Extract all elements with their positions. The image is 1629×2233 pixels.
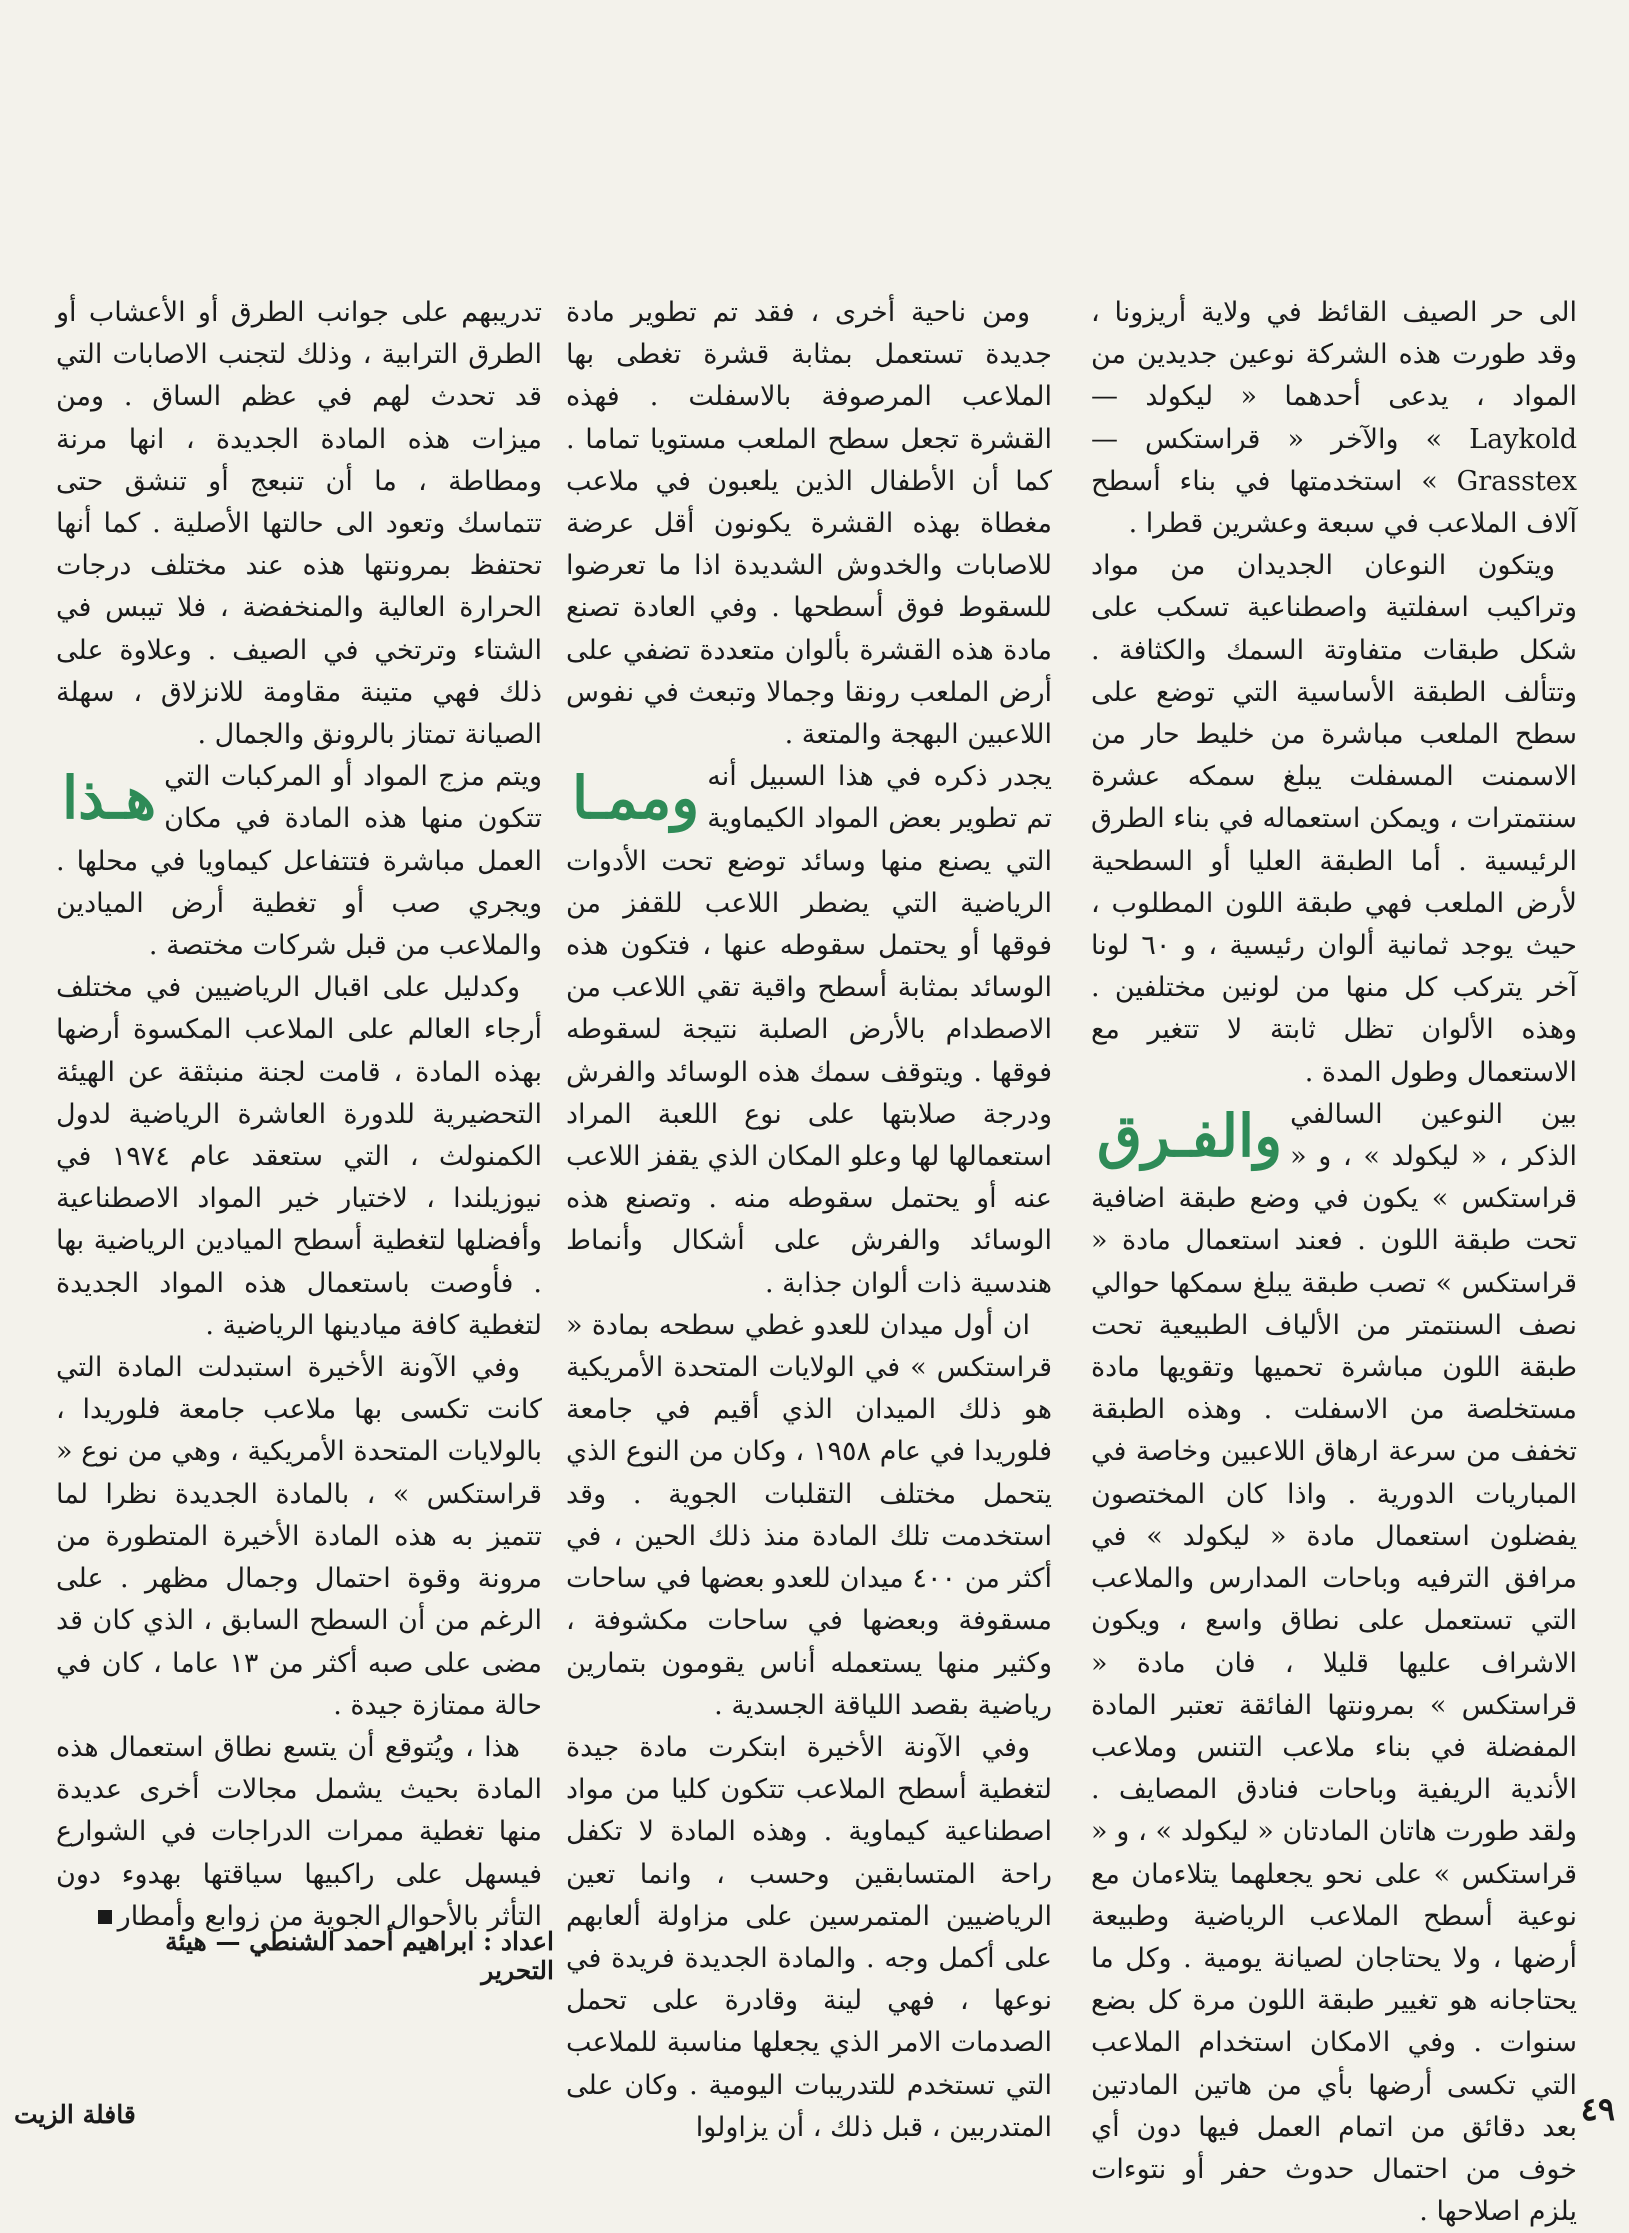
article-column-left [56,292,542,1938]
paragraph: ويتكون النوعان الجديدان من مواد وتراكيب اسفلتية واصطناعية تسكب على شكل طبقات متفاوتة السمك والكثافة . وتتألف الطبقة الأساسية التي توضع على سطح الملعب مباشرة من خليط حار من الاسمنت المسفلت يبلغ سمكه عشرة سنتمترات ، ويمكن استعماله في بناء الطرق الرئيسية . أما الطبقة العليا أو السطحية لأرض الملعب فهي طبقة اللون المطلوب ، حيث يوجد ثمانية ألوان رئيسية ، و ٦٠ لونا آخر يتركب كل منها من لونين مختلفين . وهذه الألوان تظل ثابتة لا تتغير مع الاستعمال وطول المدة . [1091,550,1577,1088]
paragraph: ومن ناحية أخرى ، فقد تم تطوير مادة جديدة تستعمل بمثابة قشرة تغطى بها الملاعب المرصوفة بالاسفلت . فهذه القشرة تجعل سطح الملعب مستويا تماما . كما أن الأطفال الذين يلعبون في ملاعب مغطاة بهذه القشرة يكونون أقل عرضة للاصابات والخدوش الشديدة اذا ما تعرضوا للسقوط فوق أسطحها . وفي العادة تصنع مادة هذه القشرة بألوان متعددة تضفي على أرض الملعب رونقا وجمالا وتبعث في نفوس اللاعبين البهجة والمتعة . [566,297,1052,751]
paragraph: ان أول ميدان للعدو غطي سطحه بمادة « قراستكس » في الولايات المتحدة الأمريكية هو ذلك الميدان الذي أقيم في جامعة فلوريدا في عام ١٩٥٨ ، وكان من النوع الذي يتحمل مختلف التقلبات الجوية . وقد استخدمت تلك المادة منذ ذلك الحين ، في أكثر من ٤٠٠ ميدان للعدو بعضها في ساحات مسقوفة وبعضها في ساحات مكشوفة ، وكثير منها يستعمله أناس يقومون بتمارين رياضية بقصد اللياقة الجسدية . [566,1309,1053,1721]
paragraph: وكدليل على اقبال الرياضيين في مختلف أرجاء العالم على الملاعب المكسوة أرضها بهذه المادة ، قامت لجنة منبثقة عن الهيئة التحضيرية للدورة العاشرة الرياضية لدول الكمنولث ، التي ستعقد عام ١٩٧٤ في نيوزيلندا ، لاختيار خير المواد الاصطناعية وأفضلها لتغطية أسطح الميادين الرياضية بها . فأوصت باستعمال هذه المواد الجديدة لتغطية كافة ميادينها الرياضية . [56,972,542,1341]
paragraph: وفي الآونة الأخيرة ابتكرت مادة جيدة لتغطية أسطح الملاعب تتكون كليا من مواد اصطناعية كيماوية . وهذه المادة لا تكفل راحة المتسابقين وحسب ، وانما تعين الرياضيين المتمرسين على مزاولة ألعابهم على أكمل وجه . والمادة الجديدة فريدة في نوعها ، فهي لينة وقادرة على تحمل الصدمات الامر الذي يجعلها مناسبة للملاعب التي تستخدم للتدريبات اليومية . وكان على المتدربين ، قبل ذلك ، أن يزاولوا [566,1731,1052,2143]
author-credit: اعداد : ابراهيم أحمد الشنطي — هيئة التحرير [165,1927,554,1985]
paragraph-text: ويتم مزج المواد أو المركبات التي تتكون منها هذه المادة في مكان العمل مباشرة فتتفاعل كيماويا في محلها . ويجري صب أو تغطية أرض الميادين والملاعب من قبل شركات مختصة . [56,761,542,962]
article-column-middle [566,292,1052,2149]
section-heading: والفـرق [1097,1101,1283,1170]
paragraph-text: هذا ، ويُتوقع أن يتسع نطاق استعمال هذه المادة بحيث يشمل مجالات أخرى عديدة منها تغطية ممرات الدراجات في الشوارع فيسهل على راكبيها سياقتها بهدوء دون التأثر بالأحوال الجوية من زوابع وأمطار [56,1731,542,1932]
article-column-right [1091,292,1577,2233]
paragraph [56,1727,542,1938]
magazine-name: قافلة الزيت [14,2100,136,2129]
page-number: ٤٩ [1580,2090,1615,2128]
paragraph [1091,1094,1577,2233]
paragraph: تدريبهم على جوانب الطرق أو الأعشاب أو الطرق الترابية ، وذلك لتجنب الاصابات التي قد تحدث لهم في عظم الساق . ومن ميزات هذه المادة الجديدة ، انها مرنة ومطاطة ، ما أن تنبعج أو تنشق حتى تتماسك وتعود الى حالتها الأصلية . كما أنها تحتفظ بمرونتها هذه عند مختلف درجات الحرارة العالية والمنخفضة ، فلا تيبس في الشتاء وترتخي في الصيف . وعلاوة على ذلك فهي متينة مقاومة للانزلاق ، سهلة الصيانة تمتاز بالرونق والجمال . [56,297,542,751]
paragraph [566,756,1052,1305]
paragraph [56,756,542,967]
section-heading: هـذا [62,764,157,833]
paragraph: وفي الآونة الأخيرة استبدلت المادة التي كانت تكسى بها ملاعب جامعة فلوريدا ، بالولايات المتحدة الأمريكية ، وهي من نوع « قراستكس » ، بالمادة الجديدة نظرا لما تتميز به هذه المادة الأخيرة المتطورة من مرونة وقوة احتمال وجمال مظهر . على الرغم من أن السطح السابق ، الذي كان قد مضى على صبه أكثر من ١٣ عاما ، كان في حالة ممتازة جيدة . [56,1352,543,1721]
end-mark-icon [98,1910,112,1924]
paragraph-text: يجدر ذكره في هذا السبيل أنه تم تطوير بعض المواد الكيماوية التي يصنع منها وسائد توضع تحت الأدوات الرياضية التي يضطر اللاعب للقفز من فوقها أو يحتمل سقوطه عنها ، فتكون هذه الوسائد بمثابة أسطح واقية تقي اللاعب من الاصطدام بالأرض الصلبة نتيجة لسقوطه فوقها . ويتوقف سمك هذه الوسائد والفرش ودرجة صلابتها على نوع اللعبة المراد استعمالها لها وعلو المكان الذي يقفز اللاعب عنه أو يحتمل سقوطه منه . وتصنع هذه الوسائد والفرش على أشكال وأنماط هندسية ذات ألوان جذابة . [566,761,1052,1299]
paragraph-text: بين النوعين السالفي الذكر ، « ليكولد » ، و « قراستكس » يكون في وضع طبقة اضافية تحت طبقة اللون . فعند استعمال مادة « قراستكس » تصب طبقة يبلغ سمكها حوالي نصف السنتمتر من الألياف الطبيعية تحت طبقة اللون مباشرة تحميها وتقويها مادة مستخلصة من الاسفلت . وهذه الطبقة تخفف من سرعة ارهاق اللاعبين وخاصة في المباريات الدورية . واذا كان المختصون يفضلون استعمال مادة « ليكولد » في مرافق الترفيه وباحات المدارس والملاعب التي تستعمل على نطاق واسع ، ويكون الاشراف عليها قليلا ، فان مادة « قراستكس » بمرونتها الفائقة تعتبر المادة المفضلة في بناء ملاعب التنس وملاعب الأندية الريفية وباحات فنادق المصايف . ولقد طورت هاتان المادتان « ليكولد » ، و « قراستكس » على نحو يجعلهما يتلاءمان مع نوعية أسطح الملاعب الرياضية وطبيعة أرضها ، ولا يحتاجان لصيانة يومية . وكل ما يحتاجانه هو تغيير طبقة اللون مرة كل بضع سنوات . وفي الامكان استخدام الملاعب التي تكسى أرضها بأي من هاتين المادتين بعد دقائق من اتمام العمل فيها دون أي خوف من احتمال حدوث حفر أو نتوءات يلزم اصلاحها . [1091,1098,1577,2228]
section-heading: وممـا [572,764,700,833]
paragraph: الى حر الصيف القائظ في ولاية أريزونا ، وقد طورت هذه الشركة نوعين جديدين من المواد ، يدعى أحدهما « ليكولد — Laykold » والآخر « قراستكس — Grasstex » استخدمتها في بناء أسطح آلاف الملاعب في سبعة وعشرين قطرا . [1091,297,1577,540]
